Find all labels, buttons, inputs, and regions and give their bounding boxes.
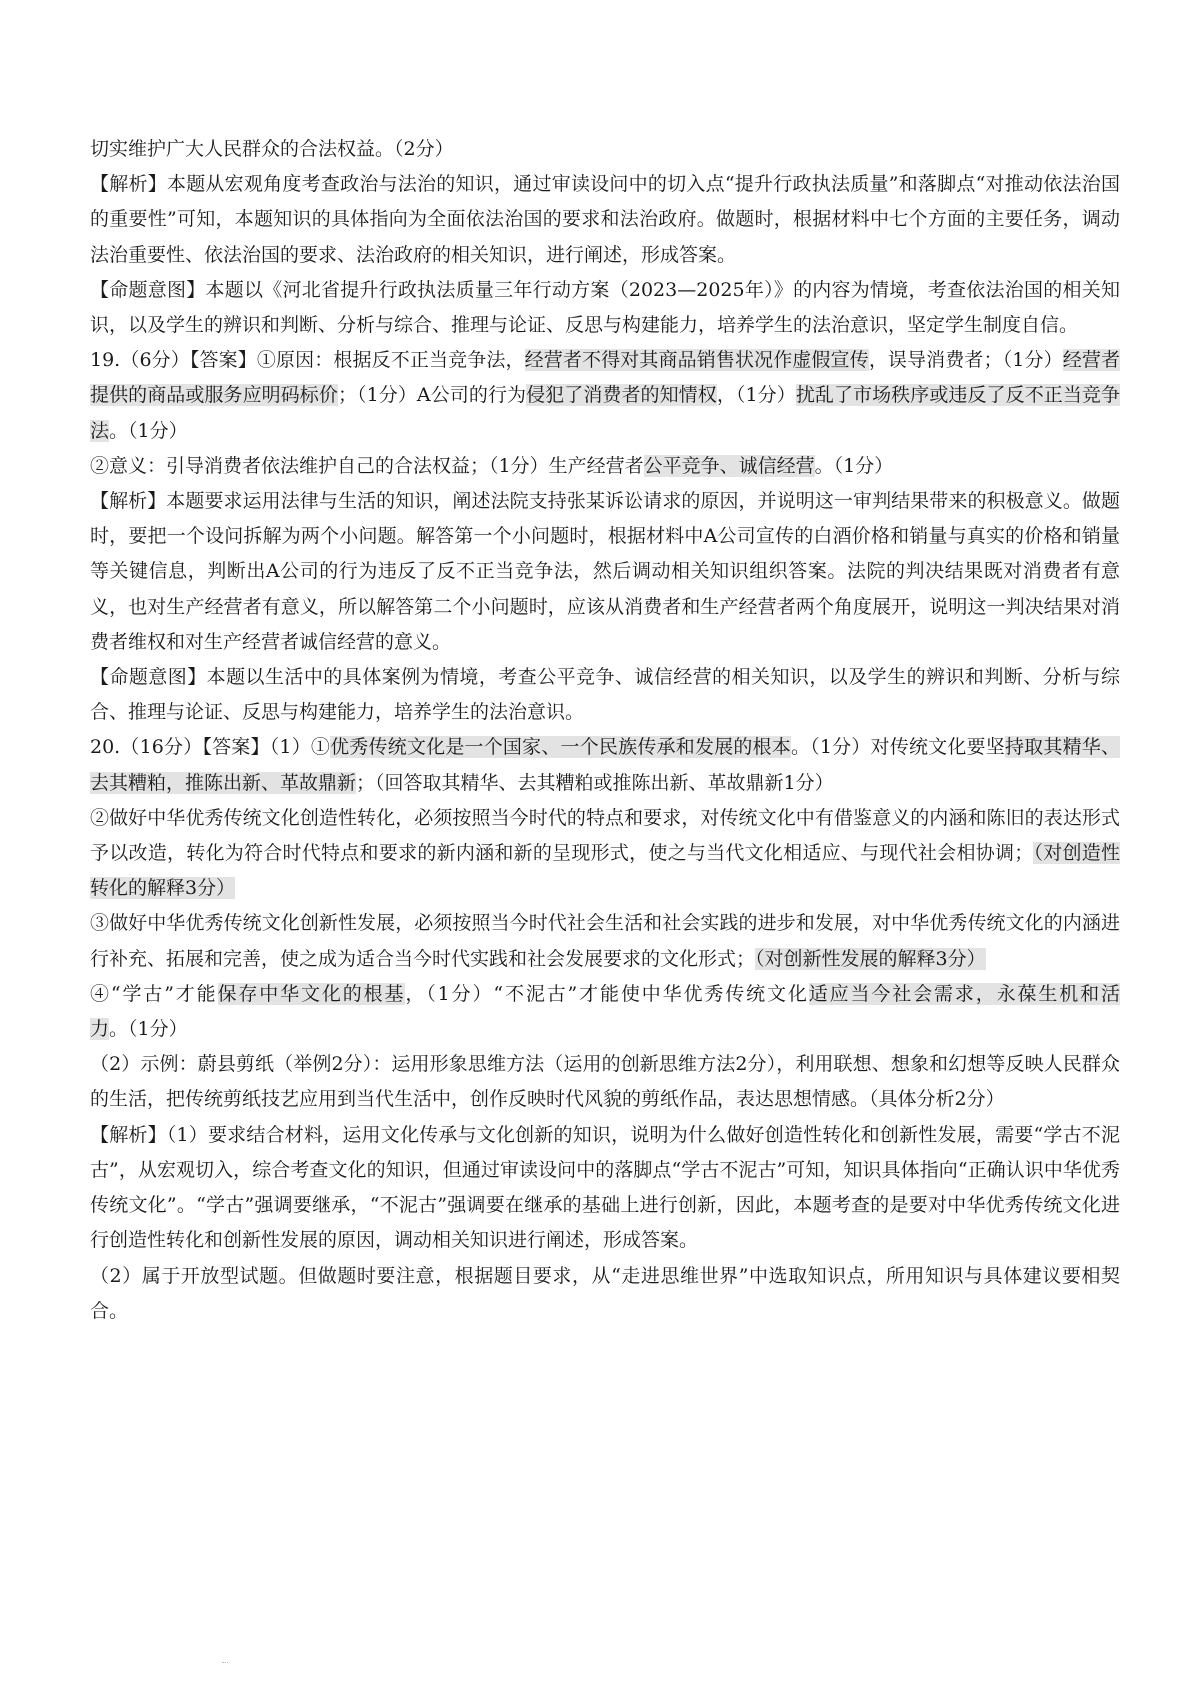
highlighted-text: 经营者不得对其商品销售状况作虚假宣传 (524, 349, 869, 372)
paragraph-p9 (90, 801, 1120, 907)
paragraph-p11 (90, 977, 1120, 1047)
highlighted-text: 适应当今社会需求，永葆生机和活力 (90, 982, 1120, 1041)
highlighted-text: 扰乱了市场秩序或违反了反不正当竞争法 (90, 384, 1120, 442)
paragraph-text: 。（1分） (109, 1018, 188, 1041)
paragraph-text: 切实维护广大人民群众的合法权益。（2分） (90, 138, 454, 160)
paragraph-p4 (90, 343, 1120, 449)
paragraph-p6 (90, 484, 1120, 660)
paragraph-text: （2）示例：蔚县剪纸（举例2分）：运用形象思维方法（运用的创新思维方法2分），利用联想、想象和幻想等反映人民群众的生活，把传统剪纸技艺应用到当代生活中，创作反映时代风貌的剪纸作品，表达思想情感。（具体分析2分） (90, 1053, 1120, 1111)
paragraph-text: ④“学古”才能 (90, 982, 218, 1005)
paragraph-p13 (90, 1118, 1120, 1259)
paragraph-text: ，（1分） (716, 384, 796, 407)
paragraph-p8 (90, 730, 1120, 800)
highlighted-text: 侵犯了消费者的知情权 (526, 384, 717, 407)
paragraph-p7 (90, 660, 1120, 730)
highlighted-text: 持取其精华、去其糟粕，推陈出新、革故鼎新 (90, 736, 1120, 794)
paragraph-text: （2）属于开放型试题。但做题时要注意，根据题目要求，从“走进思维世界”中选取知识点，所用知识与具体建议要相契合。 (90, 1264, 1120, 1322)
paragraph-text: ②做好中华优秀传统文化创造性转化，必须按照当今时代的特点和要求，对传统文化中有借鉴意义的内涵和陈旧的表达形式予以改造，转化为符合时代特点和要求的新内涵和新的呈现形式，使之与当代文化相适应、与现代社会相协调； (90, 806, 1120, 865)
document-page (90, 132, 1120, 1329)
paragraph-text: 【命题意图】本题以生活中的具体案例为情境，考查公平竞争、诚信经营的相关知识，以及学生的辨识和判断、分析与综合、推理与论证、反思与构建能力，培养学生的法治意识。 (90, 666, 1120, 724)
paragraph-p1 (90, 132, 1120, 167)
paragraph-text: ；（1分）A公司的行为 (337, 384, 527, 407)
paragraph-text: 【解析】（1）要求结合材料，运用文化传承与文化创新的知识，说明为什么做好创造性转化和创新性发展，需要“学古不泥古”，从宏观切入，综合考查文化的知识，但通过审读设问中的落脚点“学古不泥古”可知，知识具体指向“正确认识中华优秀传统文化”。“学古”强调要继承，“不泥古”强调要在继承的基础上进行创新，因此，本题考查的是要对中华优秀传统文化进行创造性转化和创新性发展的原因，调动相关知识进行阐述，形成答案。 (90, 1123, 1120, 1252)
paragraph-p2 (90, 167, 1120, 273)
paragraph-text: 。（1分） (109, 419, 188, 442)
paragraph-text: 19.（6分）【答案】①原因：根据反不正当竞争法， (90, 349, 525, 372)
paragraph-text: 【解析】本题从宏观角度考查政治与法治的知识，通过审读设问中的切入点“提升行政执法质量”和落脚点“对推动依法治国的重要性”可知，本题知识的具体指向为全面依法治国的要求和法治政府。做题时，根据材料中七个方面的主要任务，调动法治重要性、依法治国的要求、法治政府的相关知识，进行阐述，形成答案。 (90, 173, 1120, 266)
paragraph-text: ③做好中华优秀传统文化创新性发展，必须按照当今时代社会生活和社会实践的进步和发展，对中华优秀传统文化的内涵进行补充、拓展和完善，使之成为适合当今时代实践和社会发展要求的文化形式； (90, 912, 1120, 970)
paragraph-p12 (90, 1047, 1120, 1117)
paragraph-text: ，误导消费者；（1分） (868, 349, 1063, 372)
paragraph-text: ，（1分）“不泥古”才能使中华优秀传统文化 (405, 982, 809, 1005)
highlighted-text: 公平竞争、诚信经营 (643, 454, 815, 477)
paragraph-p10 (90, 906, 1120, 976)
highlighted-text: （对创新性发展的解释3分） (755, 947, 986, 970)
paragraph-text: 20.（16分）【答案】（1）① (90, 736, 331, 759)
paragraph-p3 (90, 273, 1120, 343)
paragraph-text: 【命题意图】本题以《河北省提升行政执法质量三年行动方案（2023—2025年）》的内容为情境，考查依法治国的相关知识，以及学生的辨识和判断、分析与综合、推理与论证、反思与构建能力，培养学生的法治意识，坚定学生制度自信。 (90, 278, 1120, 337)
highlighted-text: 优秀传统文化是一个国家、一个民族传承和发展的根本 (330, 736, 791, 759)
paragraph-p14 (90, 1259, 1120, 1329)
highlighted-text: （对创造性转化的解释3分） (90, 842, 1120, 900)
page-mark (222, 1662, 228, 1665)
paragraph-p5 (90, 449, 1120, 484)
highlighted-text: 经营者提供的商品或服务应明码标价 (90, 349, 1120, 407)
highlighted-text: 保存中华文化的根基 (217, 982, 406, 1005)
paragraph-text: ；（回答取其精华、去其糟粕或推陈出新、革故鼎新1分） (356, 771, 834, 794)
paragraph-text: ②意义：引导消费者依法维护自己的合法权益；（1分）生产经营者 (90, 454, 644, 477)
paragraph-text: 【解析】本题要求运用法律与生活的知识，阐述法院支持张某诉讼请求的原因，并说明这一审判结果带来的积极意义。做题时，要把一个设问拆解为两个小问题。解答第一个小问题时，根据材料中A公司宣传的白酒价格和销量与真实的价格和销量等关键信息，判断出A公司的行为违反了反不正当竞争法，然后调动相关知识组织答案。法院的判决结果既对消费者有意义，也对生产经营者有意义，所以解答第二个小问题时，应该从消费者和生产经营者两个角度展开，说明这一判决结果对消费者维权和对生产经营者诚信经营的意义。 (90, 490, 1120, 653)
paragraph-text: 。（1分） (814, 454, 894, 477)
paragraph-text: 。（1分）对传统文化要坚 (790, 736, 1005, 759)
